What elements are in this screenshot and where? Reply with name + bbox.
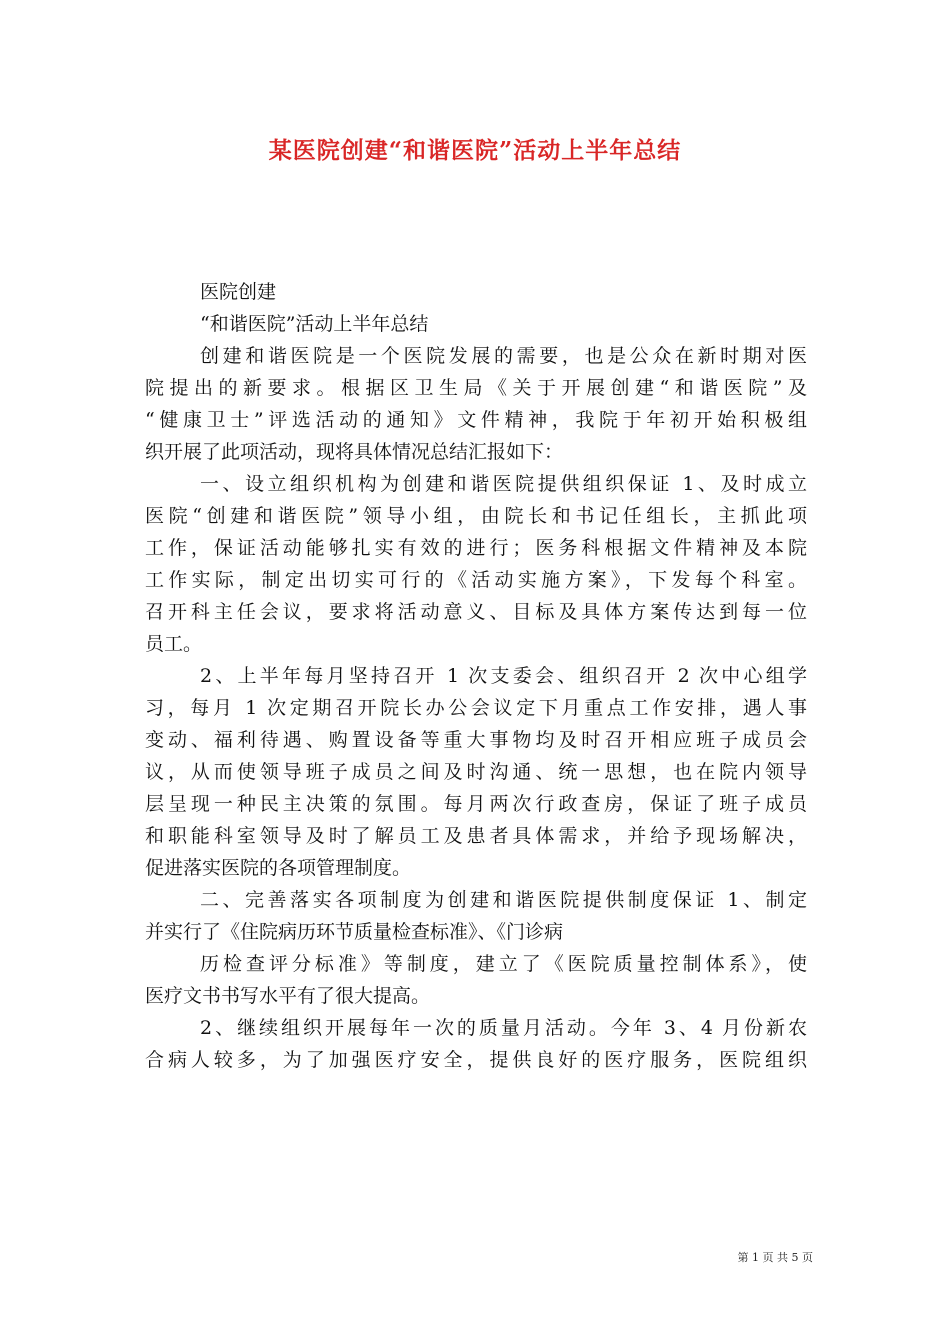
text-line: 工作实际，制定出切实可行的《活动实施方案》，下发每个科室。	[145, 569, 807, 591]
text-line: 层呈现一种民主决策的氛围。每月两次行政查房，保证了班子成员	[145, 793, 807, 815]
text-line: 合病人较多，为了加强医疗安全，提供良好的医疗服务，医院组织	[145, 1049, 807, 1071]
text-line: 工作，保证活动能够扎实有效的进行；医务科根据文件精神及本院	[145, 537, 807, 559]
text-line: 创建和谐医院是一个医院发展的需要，也是公众在新时期对医	[200, 345, 807, 367]
text-line: 变动、福利待遇、购置设备等重大事物均及时召开相应班子成员会	[145, 729, 807, 751]
text-line: 医疗文书书写水平有了很大提高。	[145, 985, 431, 1007]
text-line: 医院“创建和谐医院”领导小组，由院长和书记任组长，主抓此项	[145, 505, 807, 527]
text-line: 一、设立组织机构为创建和谐医院提供组织保证 1、及时成立	[200, 473, 807, 495]
page-footer: 第 1 页 共 5 页	[737, 1251, 813, 1264]
text-line: 召开科主任会议，要求将活动意义、目标及具体方案传达到每一位	[145, 601, 807, 623]
document-body	[145, 276, 807, 1076]
text-line: 促进落实医院的各项管理制度。	[145, 857, 412, 879]
text-line: “和谐医院”活动上半年总结	[200, 313, 429, 335]
text-line: 习，每月 1 次定期召开院长办公会议定下月重点工作安排，遇人事	[145, 697, 807, 719]
text-line: 二、完善落实各项制度为创建和谐医院提供制度保证 1、制定	[200, 889, 807, 911]
text-line: 医院创建	[200, 281, 277, 303]
text-line: 历检查评分标准》等制度，建立了《医院质量控制体系》，使	[200, 953, 807, 975]
text-line: “健康卫士”评选活动的通知》文件精神，我院于年初开始积极组	[145, 409, 807, 431]
text-line: 并实行了《住院病历环节质量检查标准》、《门诊病	[145, 921, 564, 943]
text-line: 2、上半年每月坚持召开 1 次支委会、组织召开 2 次中心组学	[200, 665, 807, 687]
text-line: 议，从而使领导班子成员之间及时沟通、统一思想，也在院内领导	[145, 761, 807, 783]
document-title: 某医院创建“和谐医院”活动上半年总结	[268, 137, 682, 164]
text-line: 织开展了此项活动，现将具体情况总结汇报如下：	[145, 441, 564, 463]
text-line: 和职能科室领导及时了解员工及患者具体需求，并给予现场解决，	[145, 825, 807, 847]
text-line: 员工。	[145, 633, 203, 655]
text-line: 院提出的新要求。根据区卫生局《关于开展创建“和谐医院”及	[145, 377, 807, 399]
text-line: 2、继续组织开展每年一次的质量月活动。今年 3、4 月份新农	[200, 1017, 807, 1039]
